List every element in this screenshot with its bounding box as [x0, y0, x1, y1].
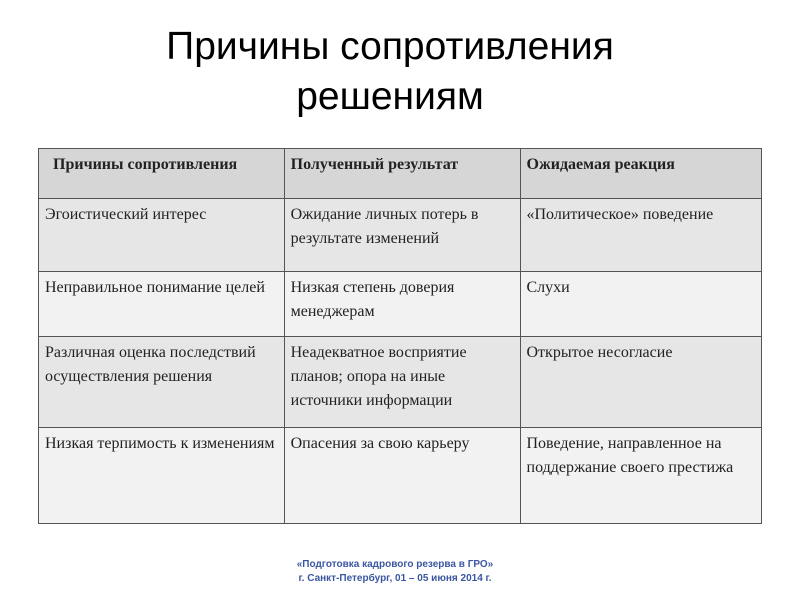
footer-event-name: «Подготовка кадрового резерва в ГРО»	[296, 559, 494, 570]
cell-reaction: «Политическое» поведение	[520, 199, 762, 272]
table-header	[39, 149, 762, 199]
table-row	[39, 337, 762, 428]
cell-result: Опасения за свою карьеру	[284, 428, 520, 524]
table-row	[39, 428, 762, 524]
footer-place-date: г. Санкт-Петербург, 01 – 05 июня 2014 г.	[298, 573, 492, 584]
table-body	[39, 199, 762, 524]
cell-reason: Низкая терпимость к изменениям	[39, 428, 285, 524]
header-result: Полученный результат	[284, 149, 520, 199]
cell-reason: Различная оценка последствий осуществления решения	[39, 337, 285, 428]
table-header-row	[39, 149, 762, 199]
cell-reaction: Слухи	[520, 272, 762, 337]
slide-footer	[240, 558, 550, 586]
header-reaction: Ожидаемая реакция	[520, 149, 762, 199]
cell-reason: Эгоистический интерес	[39, 199, 285, 272]
slide-title-line-2: решениям	[296, 75, 484, 118]
table-row	[39, 272, 762, 337]
resistance-reasons-table	[38, 148, 762, 524]
header-reasons: Причины сопротивления	[39, 149, 285, 199]
slide-title-line-1: Причины сопротивления	[166, 25, 614, 68]
cell-reaction: Поведение, направленное на поддержание своего престижа	[520, 428, 762, 524]
cell-result: Низкая степень доверия менеджерам	[284, 272, 520, 337]
table-row	[39, 199, 762, 272]
slide-title	[40, 22, 740, 122]
cell-result: Ожидание личных потерь в результате изменений	[284, 199, 520, 272]
cell-reason: Неправильное понимание целей	[39, 272, 285, 337]
cell-reaction: Открытое несогласие	[520, 337, 762, 428]
cell-result: Неадекватное восприятие планов; опора на иные источники информации	[284, 337, 520, 428]
